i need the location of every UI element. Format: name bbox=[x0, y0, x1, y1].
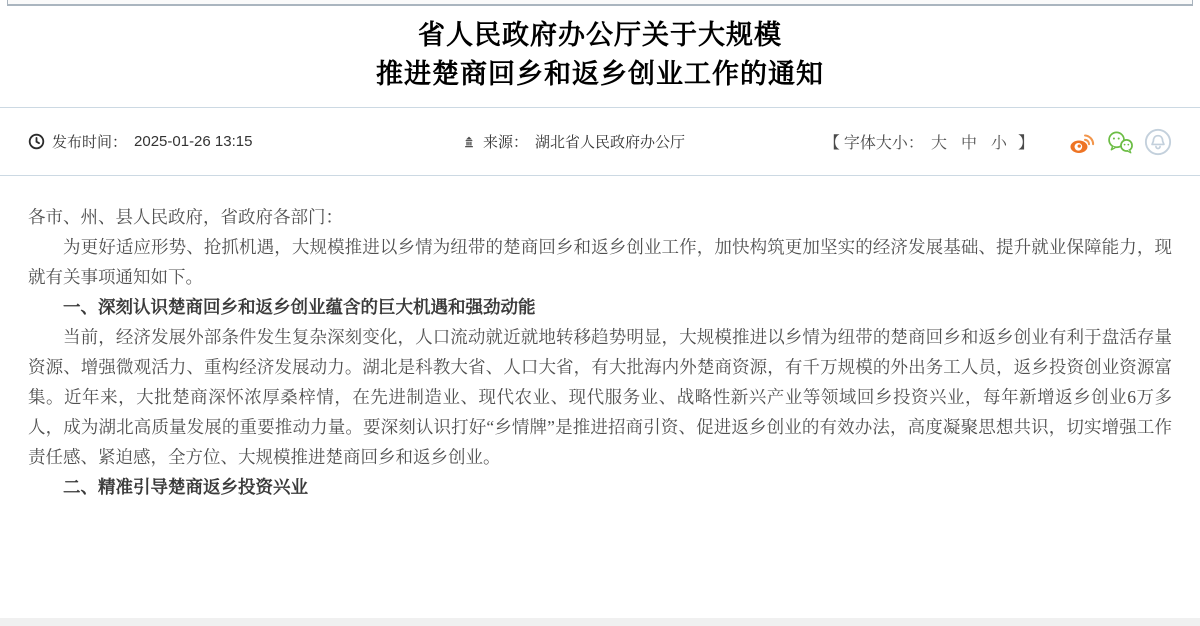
fontsize-bracket-close: 】 bbox=[1017, 135, 1034, 152]
building-icon bbox=[462, 135, 476, 149]
section-heading-2: 二、精准引导楚商返乡投资兴业 bbox=[63, 477, 308, 497]
meta-right-tools bbox=[820, 128, 1172, 156]
article-intro-paragraph: 为更好适应形势、抢抓机遇，大规模推进以乡情为纽带的楚商回乡和返乡创业工作，加快构筑更加坚实的经济发展基础、提升就业保障能力，现就有关事项通知如下。 bbox=[28, 237, 1172, 287]
fontsize-control bbox=[820, 130, 1038, 153]
page-title-line1: 省人民政府办公厅关于大规模 bbox=[418, 20, 782, 50]
section-1-paragraph: 当前，经济发展外部条件发生复杂深刻变化，人口流动就近就地转移趋势明显，大规模推进以乡情为纽带的楚商回乡和返乡创业有利于盘活存量资源、增强微观活力、重构经济发展动力。湖北是科教大省、人口大省，有大批海内外楚商资源，有千万规模的外出务工人员，返乡投资创业资源富集。近年来，大批楚商深怀浓厚桑梓情，在先进制造业、现代农业、现代服务业、战略性新兴产业等领域回乡投资兴业，每年新增返乡创业6万多人，成为湖北高质量发展的重要推动力量。要深刻认识打好“乡情牌”是推进招商引资、促进返乡创业的有效办法，高度凝聚思想共识，切实增强工作责任感、紧迫感，全方位、大规模推进楚商回乡和返乡创业。 bbox=[28, 327, 1172, 467]
weibo-icon[interactable] bbox=[1068, 129, 1096, 155]
fontsize-option-small[interactable]: 小 bbox=[990, 135, 1007, 152]
share-icons bbox=[1068, 128, 1172, 156]
article-salutation: 各市、州、县人民政府，省政府各部门： bbox=[28, 207, 343, 227]
publish-time-value: 2025-01-26 13:15 bbox=[134, 133, 253, 150]
wechat-icon[interactable] bbox=[1105, 129, 1135, 155]
page-bottom-strip bbox=[0, 618, 1200, 626]
source-label: 来源： bbox=[483, 134, 529, 151]
section-heading-1: 一、深刻认识楚商回乡和返乡创业蕴含的巨大机遇和强劲动能 bbox=[63, 297, 536, 317]
source-group bbox=[462, 131, 685, 152]
bell-icon[interactable] bbox=[1144, 128, 1172, 156]
publish-time-group bbox=[28, 131, 252, 152]
clock-icon bbox=[28, 133, 45, 150]
fontsize-option-large[interactable]: 大 bbox=[930, 135, 947, 152]
publish-time-label: 发布时间： bbox=[52, 134, 128, 151]
article-body bbox=[0, 176, 1200, 502]
page-title-line2: 推进楚商回乡和返乡创业工作的通知 bbox=[376, 59, 824, 89]
page-title bbox=[0, 6, 1200, 107]
fontsize-bracket-open: 【 bbox=[823, 135, 840, 152]
article-meta-bar bbox=[0, 107, 1200, 176]
fontsize-label: 字体大小： bbox=[843, 135, 924, 152]
source-value: 湖北省人民政府办公厅 bbox=[535, 134, 686, 151]
fontsize-option-medium[interactable]: 中 bbox=[960, 135, 977, 152]
